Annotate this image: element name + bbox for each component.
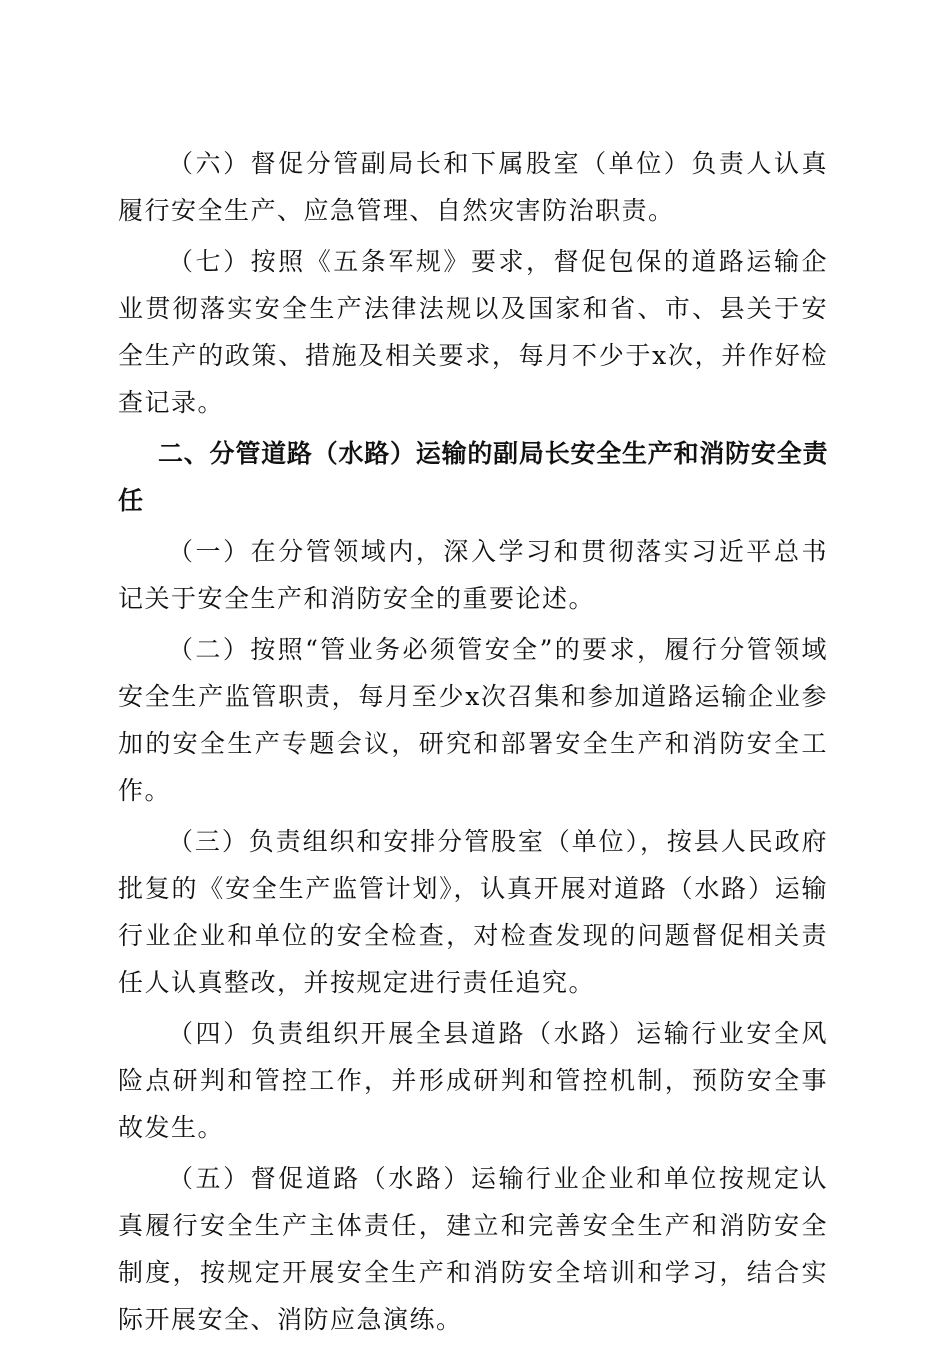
section-heading-2: 二、分管道路（水路）运输的副局长安全生产和消防安全责任 bbox=[118, 439, 828, 515]
paragraph-item-3: （三）负责组织和安排分管股室（单位），按县人民政府批复的《安全生产监管计划》，认真开展对道路（水路）运输行业企业和单位的安全检查，对检查发现的问题督促相关责任人认真整改，并按规定进行责任追究。 bbox=[118, 827, 828, 997]
paragraph-item-1: （一）在分管领域内，深入学习和贯彻落实习近平总书记关于安全生产和消防安全的重要论述。 bbox=[118, 537, 828, 613]
paragraph-item-5: （五）督促道路（水路）运输行业企业和单位按规定认真履行安全生产主体责任，建立和完善安全生产和消防安全制度，按规定开展安全生产和消防安全培训和学习，结合实际开展安全、消防应急演练。 bbox=[118, 1164, 828, 1334]
paragraph-item-2: （二）按照“管业务必须管安全”的要求，履行分管领域安全生产监管职责，每月至少x次召集和参加道路运输企业参加的安全生产专题会议，研究和部署安全生产和消防安全工作。 bbox=[118, 635, 828, 805]
paragraph-item-6: （六）督促分管副局长和下属股室（单位）负责人认真履行安全生产、应急管理、自然灾害防治职责。 bbox=[118, 149, 828, 225]
paragraph-item-7: （七）按照《五条军规》要求，督促包保的道路运输企业贯彻落实安全生产法律法规以及国家和省、市、县关于安全生产的政策、措施及相关要求，每月不少于x次，并作好检查记录。 bbox=[118, 247, 828, 417]
paragraph-item-4: （四）负责组织开展全县道路（水路）运输行业安全风险点研判和管控工作，并形成研判和管控机制，预防安全事故发生。 bbox=[118, 1019, 828, 1142]
document-body bbox=[118, 140, 828, 1347]
